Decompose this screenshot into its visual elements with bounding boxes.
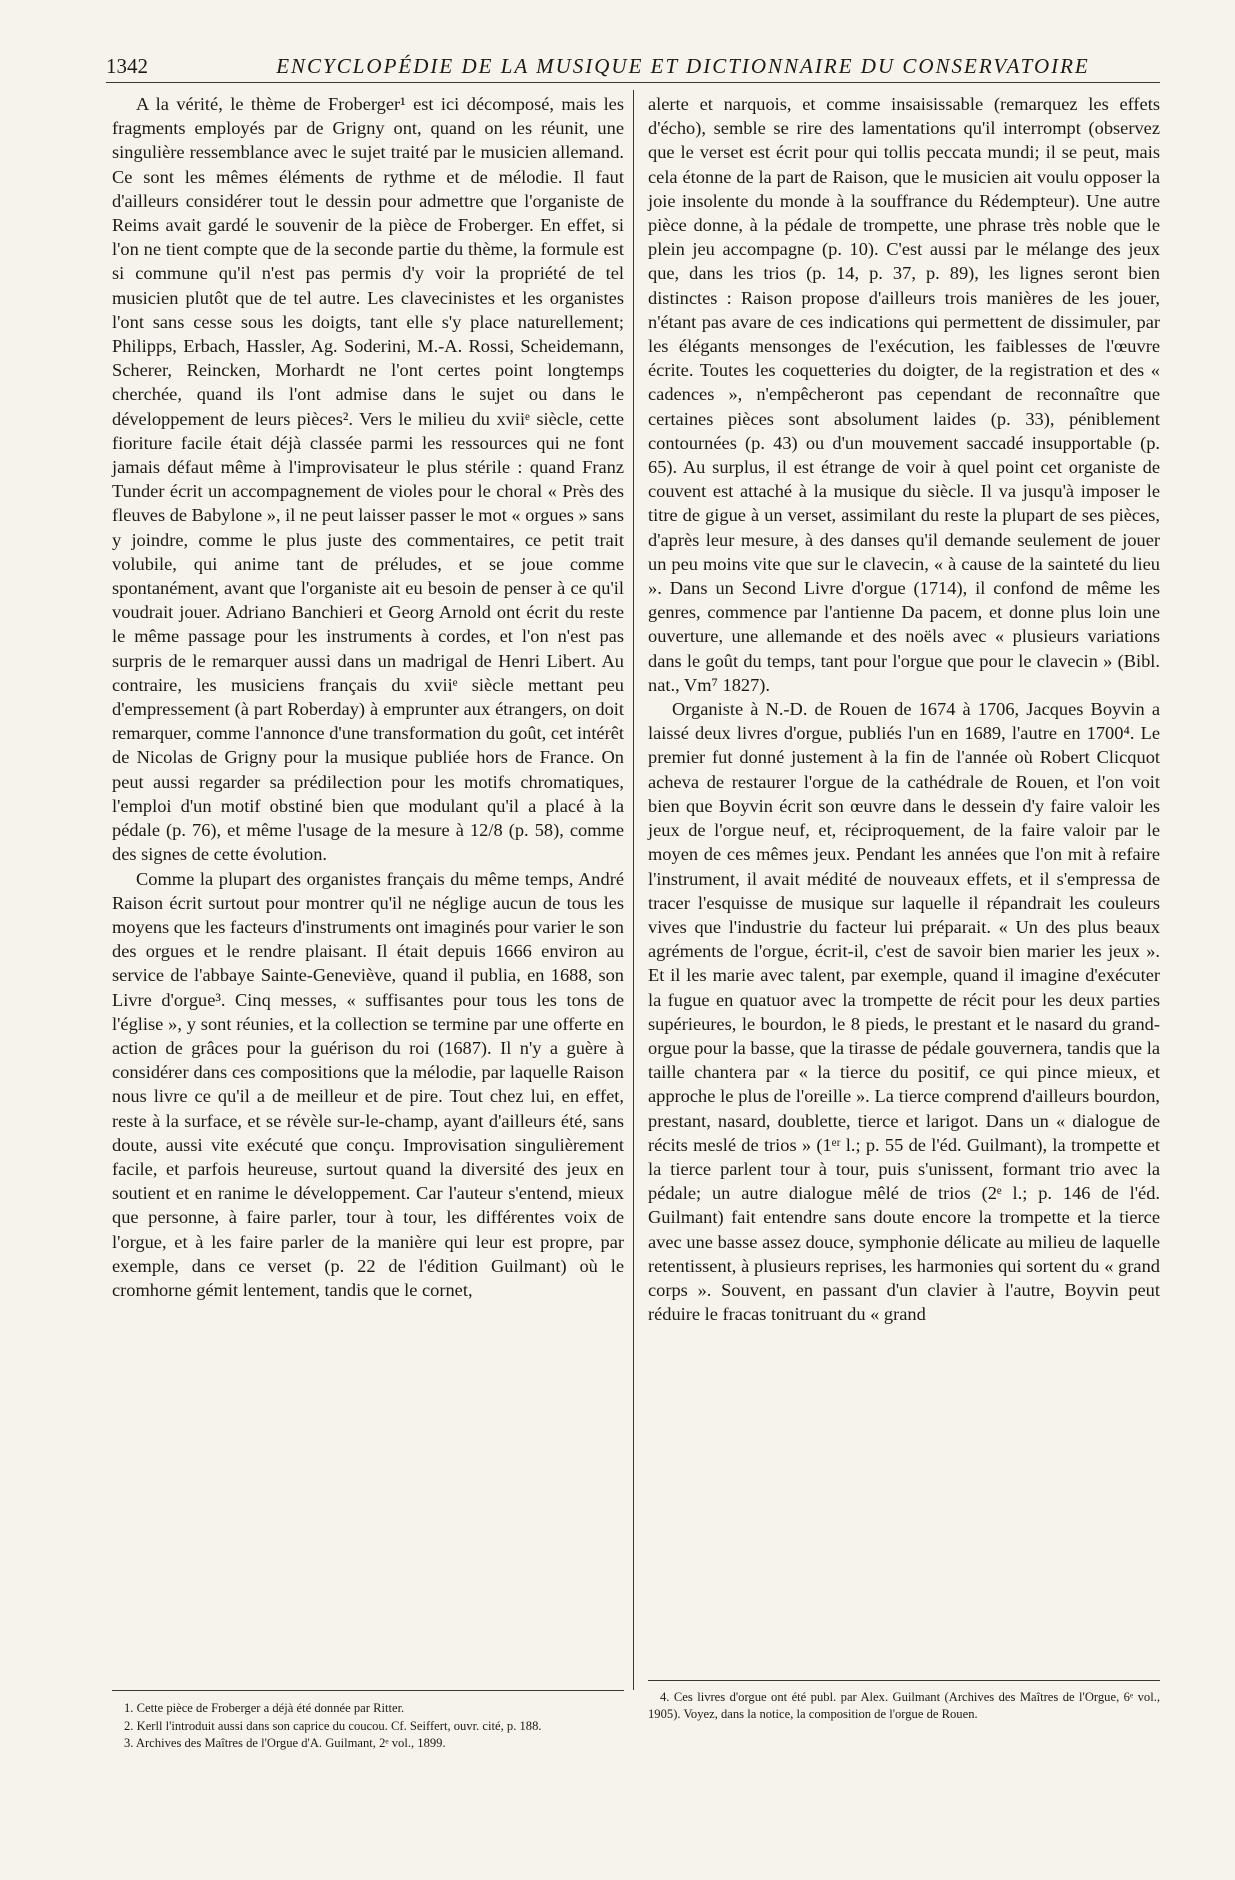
- left-paragraph-2: Comme la plupart des organistes français du même temps, André Raison écrit surtout pour montrer qu'il ne néglige aucun de tous les moyens que les facteurs d'instruments ont imaginés pour varier le son des orgues et le rendre plaisant. Il était depuis 1666 environ au service de l'abbaye Sainte-Geneviève, quand il publia, en 1688, son Livre d'orgue³. Cinq messes, « suffisantes pour tous les tons de l'église », y sont réunies, et la collection se termine par une offerte en action de grâces pour la guérison du roi (1687). Il n'y a guère à considérer dans ces compositions que la mélodie, par laquelle Raison nous livre ce qu'il a de meilleur et de pire. Tout chez lui, en effet, reste à la surface, et se révèle sur-le-champ, ayant d'ailleurs été, sans doute, aussi vite exécuté que conçu. Improvisation singulièrement facile, et parfois heureuse, surtout quand la diversité des jeux en soutient et en ranime le développement. Car l'auteur s'entend, mieux que personne, à faire parler, tour à tour, les différentes voix de l'orgue, et à les faire parler de la manière qui leur est propre, par exemple, dans ce verset (p. 22 de l'édition Guilmant) où le cromhorne gémit lentement, tandis que le cornet,: [112, 868, 625, 1300]
- left-paragraph-1: A la vérité, le thème de Froberger¹ est ici décomposé, mais les fragments employés par de Grigny ont, quand on les réunit, une singulière ressemblance avec le sujet traité par le musicien allemand. Ce sont les mêmes éléments de rythme et de mélodie. Il faut d'ailleurs considérer tout le dessin pour admettre que l'organiste de Reims avait gardé le souvenir de la pièce de Froberger. En effet, si l'on ne tient compte que de la seconde partie du thème, la formule est si commune qu'il n'est pas permis d'y voir la propriété de tel musicien plutôt que de tel autre. Les clavecinistes et les organistes l'ont sans cesse sous les doigts, tant elle s'y place naturellement; Philipps, Erbach, Hassler, Ag. Soderini, M.-A. Rossi, Scheidemann, Scherer, Reincken, Morhardt ne l'ont certes point longtemps cherchée, quand ils l'ont admise dans le sujet ou dans le développement de leurs pièces². Vers le milieu du xviiᵉ siècle, cette fioriture facile était déjà classée parmi les ressources qui ne font jamais défaut même à l'improvisateur le plus stérile : quand Franz Tunder écrit un accompagnement de violes pour le choral « Près des fleuves de Babylone », il ne peut laisser passer le mot « orgues » sans y joindre, comme le plus juste des commentaires, ce petit trait volubile, qui anime tant de préludes, et se joue comme spontanément, avant que l'organiste ait eu besoin de penser à ce qu'il voudrait jouer. Adriano Banchieri et Georg Arnold ont écrit du reste le même passage pour les instruments à cordes, et l'on n'est pas surpris de le remarquer aussi dans un madrigal de Henri Libert. Au contraire, les musiciens français du xviiᵉ siècle mettant peu d'empressement (à part Roberday) à emprunter aux étrangers, on doit remarquer, comme l'annonce d'une transformation du goût, cet intérêt de Nicolas de Grigny pour la musique publiée hors de France. On peut aussi regarder sa prédilection pour les motifs chromatiques, l'emploi d'un motif obstiné bien que modulant qu'il a placé à la pédale (p. 76), et même l'usage de la mesure à 12/8 (p. 58), comme des signes de cette évolution.: [112, 94, 624, 865]
- page-header: [106, 52, 1160, 83]
- right-paragraph-1: alerte et narquois, et comme insaisissable (remarquez les effets d'écho), semble se rire des lamentations qu'il interrompt (observez que le verset est écrit pour qui tollis peccata mundi; il se peut, mais cela étonne de la part de Raison, que le musicien ait voulu opposer la joie insolente du monde à la souffrance du Rédempteur). Une autre pièce donne, à la pédale de trompette, une phrase très noble que le plein jeu accompagne (p. 10). C'est aussi par le mélange des jeux que, dans les trios (p. 14, p. 37, p. 89), les lignes seront bien distinctes : Raison propose d'ailleurs trois manières de les jouer, n'étant pas avare de ces indications qui permettent de dissimuler, par les élégants mensonges de l'exécution, les faiblesses de l'œuvre écrite. Toutes les coquetteries du doigter, de la registration et des « cadences », n'empêcheront pas cependant de reconnaître que certaines pièces sont absolument laides (p. 33), péniblement contournées (p. 43) ou d'un mouvement saccadé insupportable (p. 65). Au surplus, il est étrange de voir à quel point cet organiste de couvent est attaché à la musique du siècle. Il va jusqu'à imposer le titre de gigue à un verset, assimilant du reste la plupart de ses pièces, d'après leur mesure, à des danses qu'il demande seulement de jouer un peu moins vite que sur le clavecin, « à cause de la sainteté du lieu ». Dans un Second Livre d'orgue (1714), il confond de même les genres, commence par l'antienne Da pacem, et donne plus loin une ouverture, une allemande et des noëls avec « plusieurs variations dans le goût du temps, tant pour l'orgue que pour le clavecin » (Bibl. nat., Vm⁷ 1827).: [648, 94, 1160, 695]
- page-number: 1342: [106, 54, 148, 78]
- footnotes-right: [648, 1680, 1160, 1723]
- footnotes-left: [112, 1700, 624, 1753]
- footnote-2: 2. Kerll l'introduit aussi dans son caprice du coucou. Cf. Seiffert, ouvr. cité, p. 188.: [124, 1718, 542, 1733]
- footnote-3: 3. Archives des Maîtres de l'Orgue d'A. Guilmant, 2ᵉ vol., 1899.: [124, 1736, 446, 1750]
- right-paragraph-2: Organiste à N.-D. de Rouen de 1674 à 1706, Jacques Boyvin a laissé deux livres d'orgue, publiés l'un en 1689, l'autre en 1700⁴. Le premier fut donné justement à la fin de l'année où Robert Clicquot acheva de restaurer l'orgue de la cathédrale de Rouen, et l'on voit bien que Boyvin écrit son œuvre dans le dessein d'y faire valoir les jeux de l'orgue neuf, et, réciproquement, de la faire valoir par le moyen de ces mêmes jeux. Pendant les années que l'on mit à refaire l'instrument, il avait médité de nouveaux effets, et il s'empressa de tracer l'esquisse de musique sur laquelle il répandrait les couleurs vives que l'industrie du facteur lui préparait. « Un des plus beaux agréments de l'orgue, écrit-il, c'est de savoir bien marier les jeux ». Et il les marie avec talent, par exemple, quand il imagine d'exécuter la fugue en quatuor avec la trompette de récit pour les deux parties supérieures, le bourdon, le 8 pieds, le prestant et le nasard du grand-orgue pour la basse, que la tirasse de pédale gouvernera, tandis que la taille chantera par « la tierce du positif, ce qui pince mieux, et approche le plus de l'oreille ». La tierce comprend d'ailleurs bourdon, prestant, nasard, doublette, tierce et larigot. Dans un « dialogue de récits meslé de trios » (1ᵉʳ l.; p. 55 de l'éd. Guilmant), la trompette et la tierce parlent tour à tour, puis s'unissent, formant trio avec la pédale; un autre dialogue mêlé de trios (2ᵉ l.; p. 146 de l'éd. Guilmant) fait entendre sans doute encore la trompette et la tierce avec une basse assez douce, symphonie délicate au milieu de laquelle retentissent, à plusieurs reprises, les harmonies qui sortent du « grand corps ». Souvent, en passant d'un clavier à l'autre, Boyvin peut réduire le fracas tonitruant du « grand: [648, 699, 1160, 1325]
- footnote-divider: [112, 1690, 624, 1691]
- running-title: ENCYCLOPÉDIE DE LA MUSIQUE ET DICTIONNAIRE DU CONSERVATOIRE: [276, 54, 1090, 78]
- column-divider: [633, 90, 634, 1690]
- footnote-1: 1. Cette pièce de Froberger a déjà été donnée par Ritter.: [124, 1701, 405, 1715]
- footnote-4: 4. Ces livres d'orgue ont été publ. par Alex. Guilmant (Archives des Maîtres de l'Orgue, 6ᵉ vol., 1905). Voyez, dans la notice, la composition de l'orgue de Rouen.: [648, 1690, 1160, 1721]
- left-column: [112, 92, 624, 1302]
- right-column: [648, 92, 1160, 1326]
